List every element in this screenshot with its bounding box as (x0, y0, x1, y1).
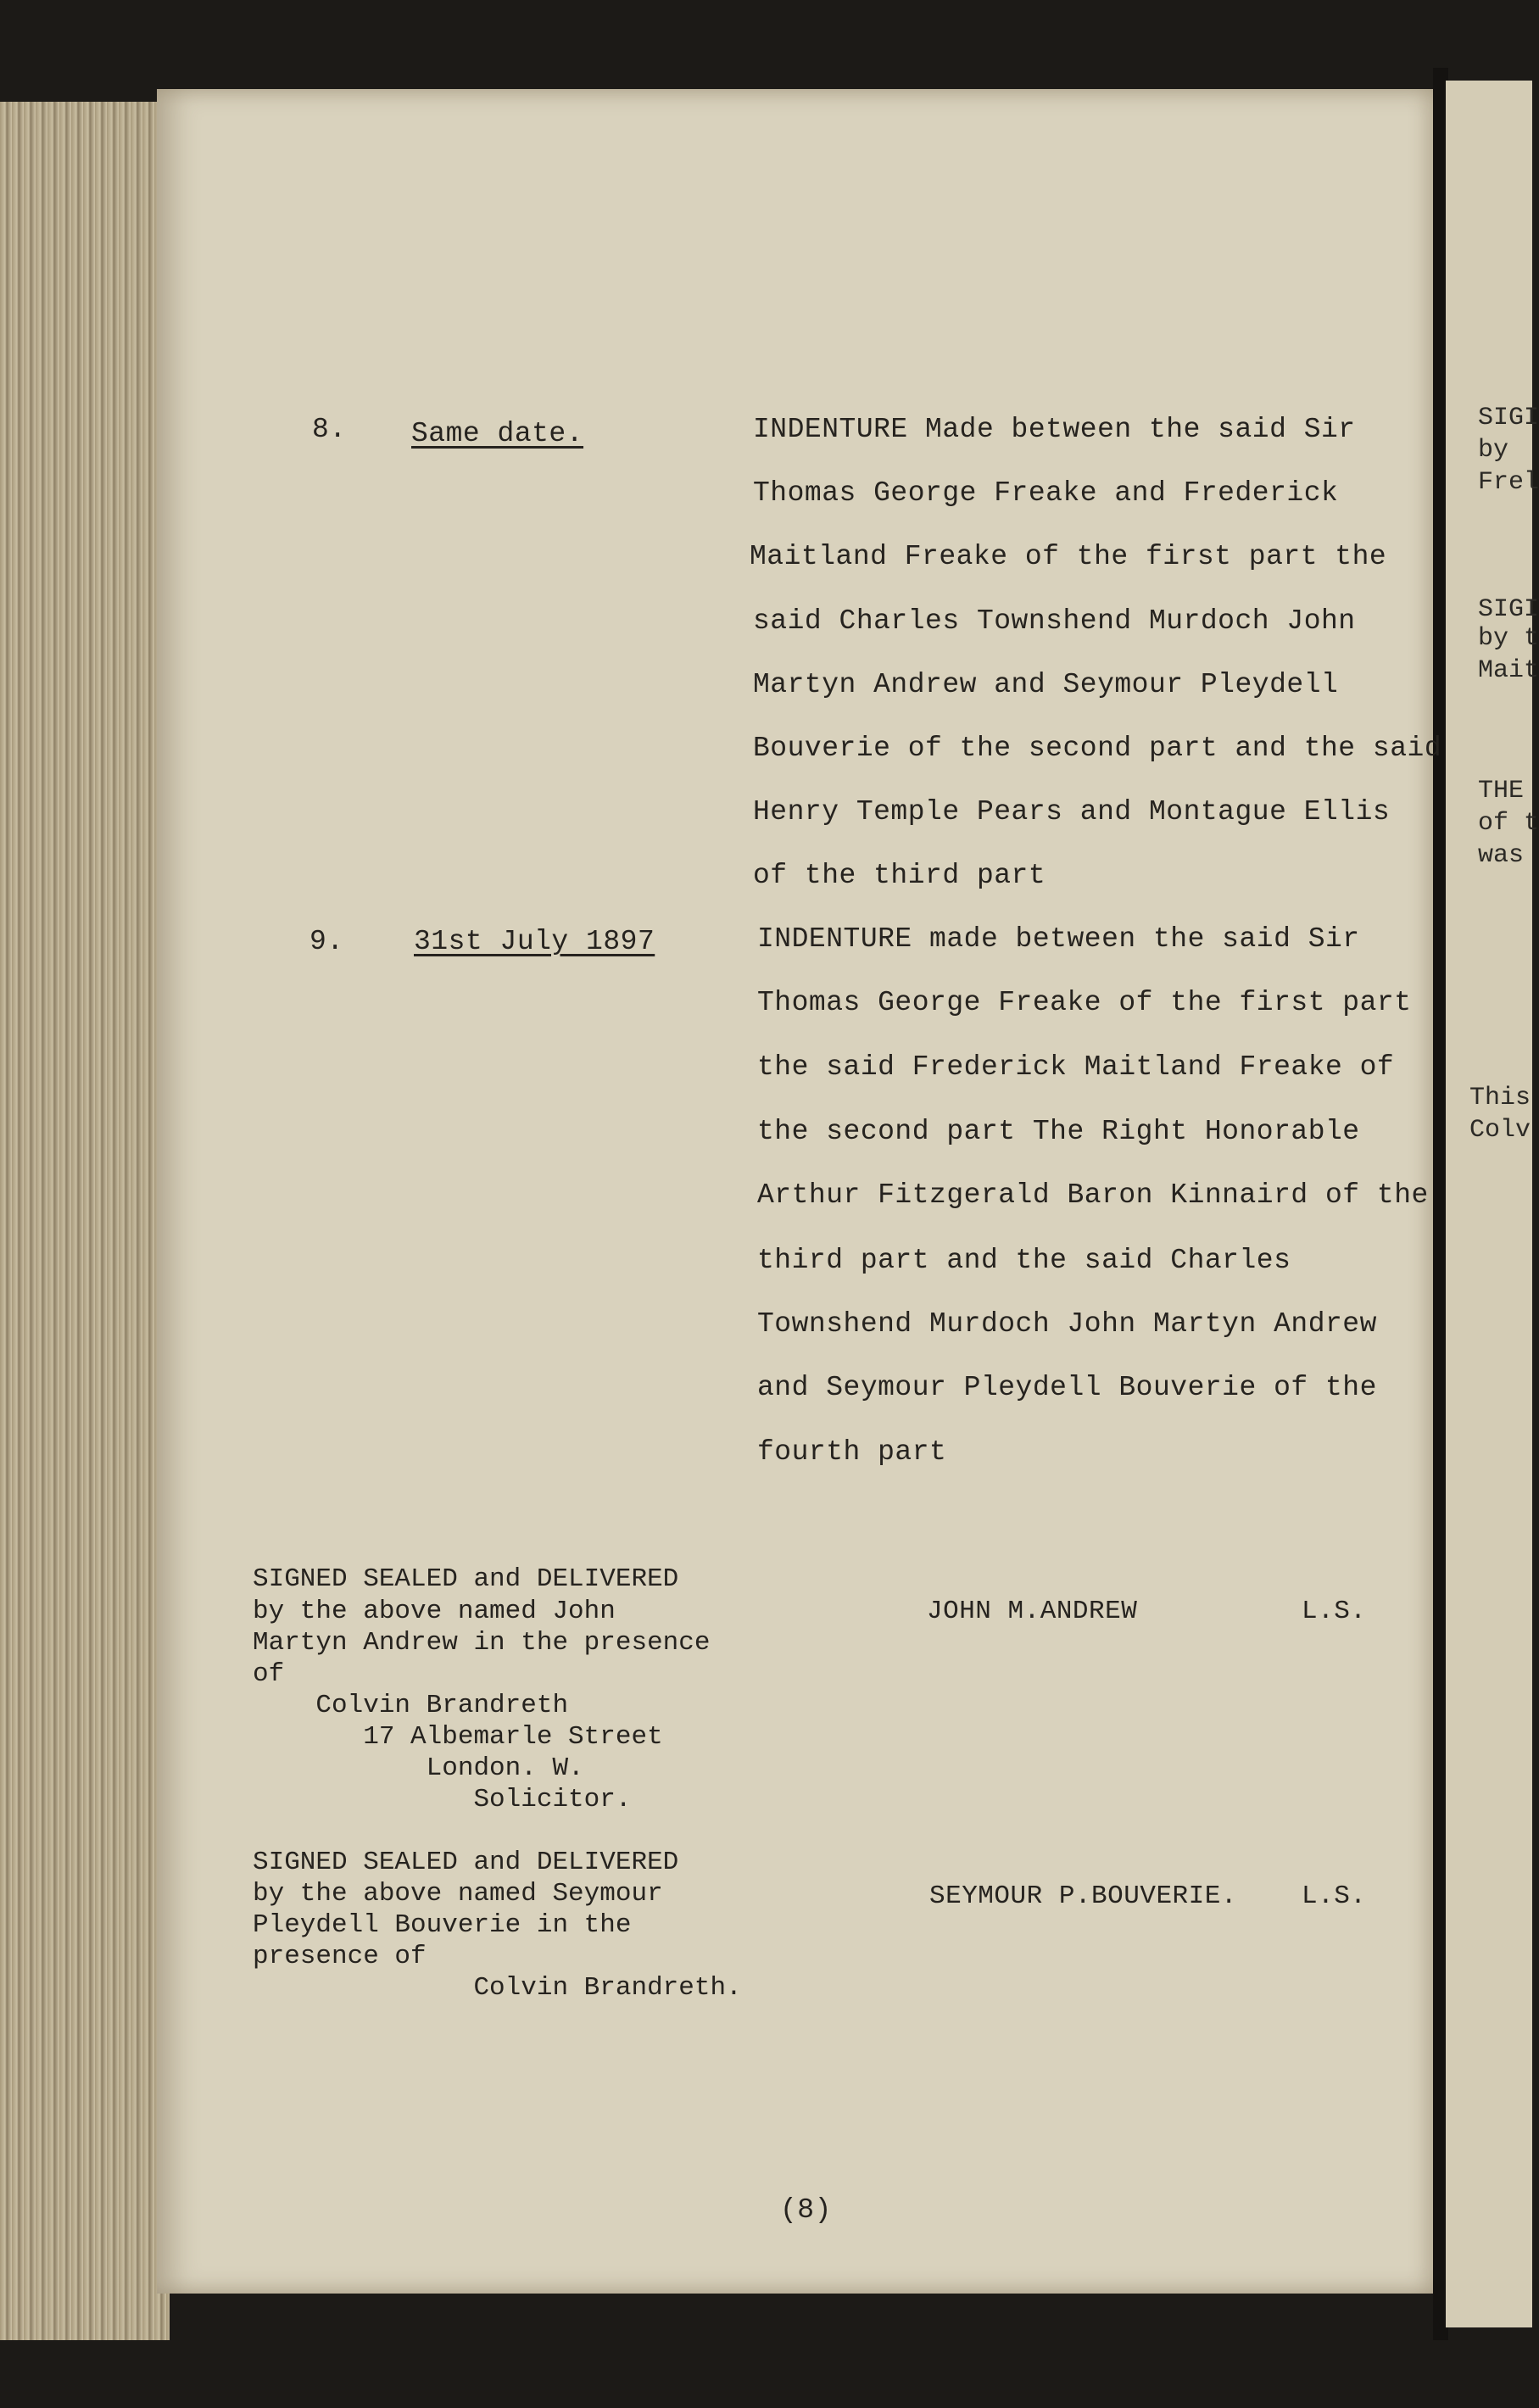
page-number: (8) (780, 2194, 832, 2226)
facing-page-text: Frel (1478, 468, 1539, 497)
entry-text-line: and Seymour Pleydell Bouverie of the (757, 1372, 1377, 1403)
signature-text-line: by the above named Seymour (253, 1879, 663, 1909)
signature-text-line: by the above named John (253, 1597, 616, 1626)
entry-text-line: the second part The Right Honorable (757, 1116, 1360, 1147)
facing-page-text: SIGI (1478, 404, 1539, 432)
entry-text-line: INDENTURE Made between the said Sir (753, 414, 1356, 445)
signatory-name: JOHN M.ANDREW (927, 1597, 1138, 1626)
entry-text-line: Arthur Fitzgerald Baron Kinnaird of the (757, 1179, 1429, 1211)
entry-number: 9. (309, 926, 344, 957)
entry-text-line: said Charles Townshend Murdoch John (753, 605, 1356, 637)
signature-text-line: 17 Albemarle Street (253, 1722, 663, 1752)
facing-page-text: SIGI (1478, 595, 1539, 624)
book-page-edges (0, 102, 170, 2340)
entry-text-line: Thomas George Freake of the first part (757, 987, 1412, 1018)
entry-text-line: of the third part (753, 860, 1046, 891)
signatory-name: SEYMOUR P.BOUVERIE. (929, 1881, 1237, 1911)
signature-text-line: Solicitor. (253, 1785, 632, 1814)
entry-text-line: INDENTURE made between the said Sir (757, 923, 1360, 955)
signature-text-line: Pleydell Bouverie in the (253, 1910, 632, 1940)
signature-text-line: Martyn Andrew in the presence (253, 1628, 711, 1658)
signature-text-line: of (253, 1659, 285, 1689)
entry-text-line: Bouverie of the second part and the said (753, 733, 1442, 764)
facing-page-text: THE (1478, 777, 1525, 805)
entry-number: 8. (312, 414, 347, 445)
facing-page-text: was (1478, 841, 1525, 870)
entry-text-line: third part and the said Charles (757, 1245, 1291, 1276)
entry-text-line: Henry Temple Pears and Montague Ellis (753, 796, 1391, 828)
entry-text-line: the said Frederick Maitland Freake of (757, 1051, 1395, 1083)
entry-date: 31st July 1897 (414, 926, 655, 957)
entry-text-line: Maitland Freake of the first part the (750, 541, 1387, 572)
facing-page-text: of t (1478, 809, 1539, 838)
facing-page (1446, 81, 1539, 2327)
facing-page-text: This (1469, 1084, 1531, 1112)
facing-page-text: by (1478, 436, 1509, 465)
facing-page-text: by t (1478, 624, 1539, 653)
signature-text-line: Colvin Brandreth (253, 1691, 569, 1720)
entry-text-line: fourth part (757, 1436, 947, 1468)
signature-text-line: London. W. (253, 1753, 584, 1783)
facing-page-text: Colv (1469, 1116, 1531, 1145)
entry-date: Same date. (411, 418, 584, 449)
entry-text-line: Martyn Andrew and Seymour Pleydell (753, 669, 1339, 700)
facing-page-text: Mait (1478, 656, 1539, 685)
signature-text-line: SIGNED SEALED and DELIVERED (253, 1564, 679, 1594)
signature-text-line: Colvin Brandreth. (253, 1973, 742, 2003)
seal-mark: L.S. (1302, 1597, 1367, 1626)
signature-text-line: presence of (253, 1942, 427, 1971)
entry-text-line: Thomas George Freake and Frederick (753, 477, 1339, 509)
seal-mark: L.S. (1302, 1881, 1367, 1911)
entry-text-line: Townshend Murdoch John Martyn Andrew (757, 1308, 1377, 1340)
signature-text-line: SIGNED SEALED and DELIVERED (253, 1848, 679, 1877)
